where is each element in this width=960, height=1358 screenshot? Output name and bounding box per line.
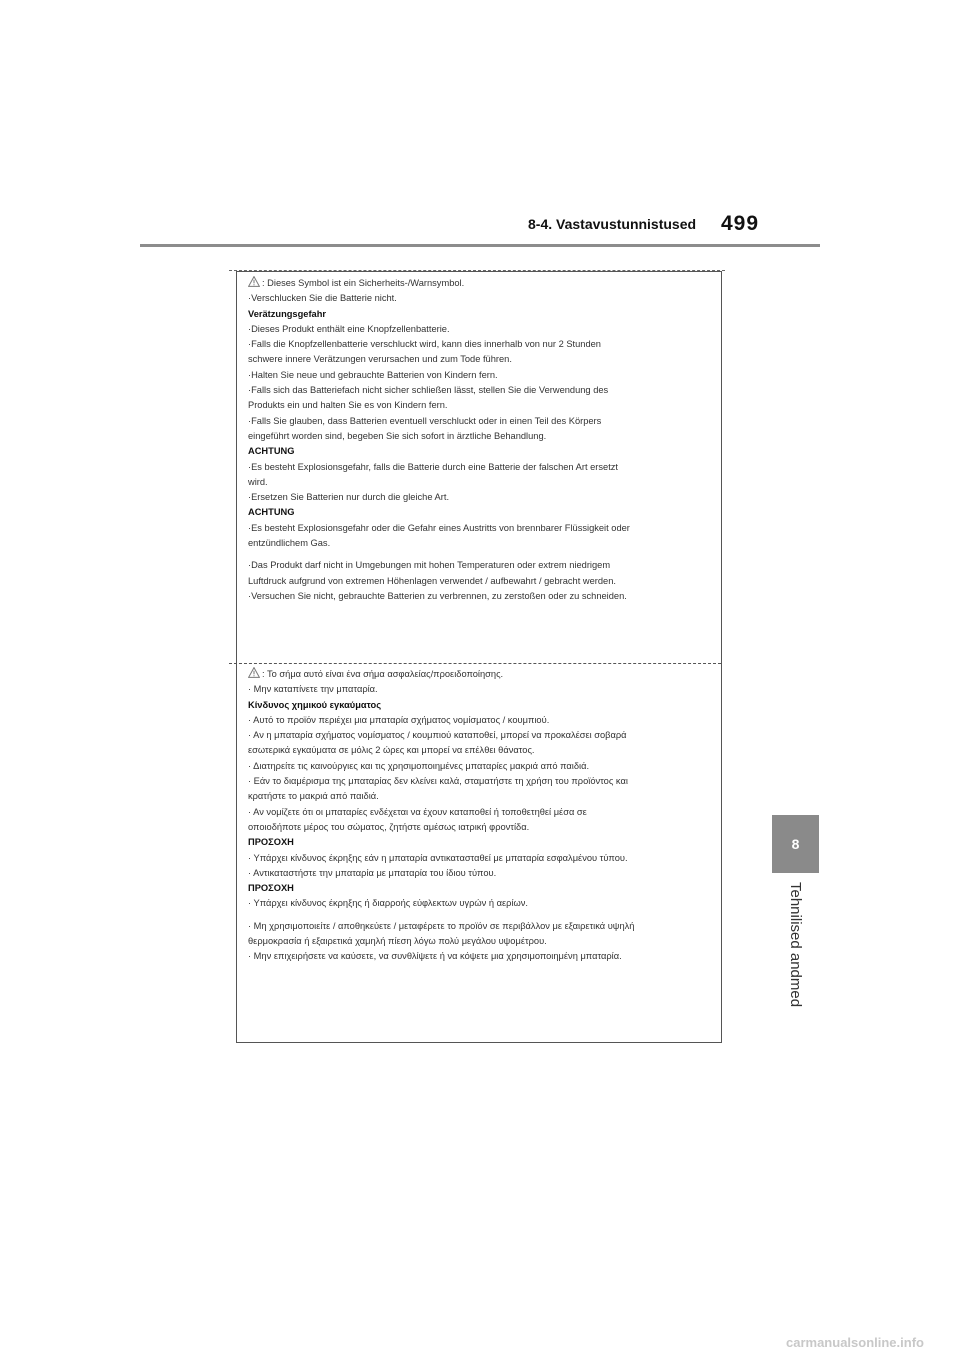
greek-line: · Αυτό το προϊόν περιέχει μια μπαταρία σχήματος νομίσματος / κουμπιού.: [248, 714, 550, 725]
greek-line: · Υπάρχει κίνδυνος έκρηξης ή διαρροής εύφλεκτων υγρών ή αερίων.: [248, 898, 529, 909]
german-line: ·Es besteht Explosionsgefahr, falls die Batterie durch eine Batterie der falschen Art ersetzt: [248, 461, 619, 472]
german-line: ·Falls die Knopfzellenbatterie verschluckt wird, kann dies innerhalb von nur 2 Stunden: [248, 339, 601, 350]
battery-warning-notice: [236, 271, 722, 1043]
chapter-number: 8: [791, 836, 800, 852]
greek-line: · Υπάρχει κίνδυνος έκρηξης εάν η μπαταρία αντικατασταθεί με μπαταρία εσφαλμένου τύπου.: [248, 852, 628, 863]
greek-line: · Εάν το διαμέρισμα της μπαταρίας δεν κλείνει καλά, σταματήστε τη χρήση του προϊόντος και: [248, 776, 628, 787]
top-dashed-rule: [229, 270, 725, 271]
chapter-tab[interactable]: [772, 815, 819, 873]
german-line: Produkts ein und halten Sie es von Kindern fern.: [248, 400, 448, 411]
language-divider: [229, 663, 721, 664]
warning-triangle-icon: [248, 667, 260, 678]
german-line: wird.: [248, 476, 268, 487]
greek-line: οποιοδήποτε μέρος του σώματος, ζητήστε αμέσως ιατρική φροντίδα.: [248, 821, 530, 832]
greek-line: · Αντικαταστήστε την μπαταρία με μπαταρία του ίδιου τύπου.: [248, 867, 497, 878]
german-line: ·Verschlucken Sie die Batterie nicht.: [248, 293, 397, 304]
german-line: schwere innere Verätzungen verursachen und zum Tode führen.: [248, 354, 512, 365]
greek-line: · Αν η μπαταρία σχήματος νομίσματος / κουμπιού καταποθεί, μπορεί να προκαλέσει σοβαρά: [248, 730, 627, 741]
german-line: ·Halten Sie neue und gebrauchte Batterien von Kindern fern.: [248, 369, 498, 380]
greek-line: · Μην επιχειρήσετε να καύσετε, να συνθλίψετε ή να κόψετε μια χρησιμοποιημένη μπαταρία.: [248, 951, 622, 962]
section-title: 8-4. Vastavustunnistused: [528, 216, 697, 232]
greek-line: εσωτερικά εγκαύματα σε μόλις 2 ώρες και μπορεί να επέλθει θάνατος.: [248, 745, 535, 756]
german-line: eingeführt worden sind, begeben Sie sich sofort in ärztliche Behandlung.: [248, 430, 547, 441]
greek-line: · Μη χρησιμοποιείτε / αποθηκεύετε / μεταφέρετε το προϊόν σε περιβάλλον με εξαιρετικά υψηλή: [248, 920, 635, 931]
greek-heading: ΠΡΟΣΟΧΗ: [248, 837, 294, 848]
greek-heading: ΠΡΟΣΟΧΗ: [248, 883, 294, 894]
footer-watermark[interactable]: carmanualsonline.info: [786, 1335, 924, 1350]
greek-heading: Κίνδυνος χημικού εγκαύματος: [248, 699, 382, 710]
greek-line: · Αν νομίζετε ότι οι μπαταρίες ενδέχεται να έχουν καταποθεί ή τοποθετηθεί μέσα σε: [248, 806, 587, 817]
german-line: ·Versuchen Sie nicht, gebrauchte Batterien zu verbrennen, zu zerstoßen oder zu schneiden.: [248, 590, 627, 601]
german-symbol-line: [248, 276, 713, 291]
german-heading: ACHTUNG: [248, 507, 295, 518]
german-line: ·Es besteht Explosionsgefahr oder die Gefahr eines Austritts von brennbarer Flüssigkeit oder: [248, 522, 630, 533]
warning-triangle-icon: [248, 276, 260, 287]
german-line: ·Ersetzen Sie Batterien nur durch die gleiche Art.: [248, 492, 450, 503]
german-line: ·Dieses Produkt enthält eine Knopfzellenbatterie.: [248, 323, 450, 334]
german-line: Luftdruck aufgrund von extremen Höhenlagen verwendet / aufbewahrt / gebracht werden.: [248, 575, 616, 586]
german-line: ·Das Produkt darf nicht in Umgebungen mit hohen Temperaturen oder extrem niedrigem: [248, 560, 611, 571]
greek-section: [248, 667, 713, 965]
german-line: ·Falls sich das Batteriefach nicht sicher schließen lässt, stellen Sie die Verwendung des: [248, 385, 609, 396]
greek-line: · Διατηρείτε τις καινούργιες και τις χρησιμοποιημένες μπαταρίες μακριά από παιδιά.: [248, 760, 590, 771]
greek-symbol-line: [248, 667, 713, 682]
german-heading: Verätzungsgefahr: [248, 308, 327, 319]
german-symbol-note: : Dieses Symbol ist ein Sicherheits-/Warnsymbol.: [262, 278, 465, 288]
german-section: [248, 276, 713, 604]
german-line: entzündlichem Gas.: [248, 538, 331, 549]
german-line: ·Falls Sie glauben, dass Batterien eventuell verschluckt oder in einen Teil des Körpers: [248, 415, 602, 426]
greek-line: κρατήστε το μακριά από παιδιά.: [248, 791, 379, 802]
greek-line: θερμοκρασία ή εξαιρετικά χαμηλή πίεση λόγω πολύ μεγάλου υψομέτρου.: [248, 936, 547, 947]
german-heading: ACHTUNG: [248, 446, 295, 457]
page-number: 499: [721, 212, 760, 235]
greek-symbol-note: : Το σήμα αυτό είναι ένα σήμα ασφαλείας/προειδοποίησης.: [262, 669, 504, 679]
chapter-label: Tehnilised andmed: [787, 882, 804, 1008]
header-rule: [140, 244, 820, 247]
greek-line: · Μην καταπίνετε την μπαταρία.: [248, 684, 378, 695]
